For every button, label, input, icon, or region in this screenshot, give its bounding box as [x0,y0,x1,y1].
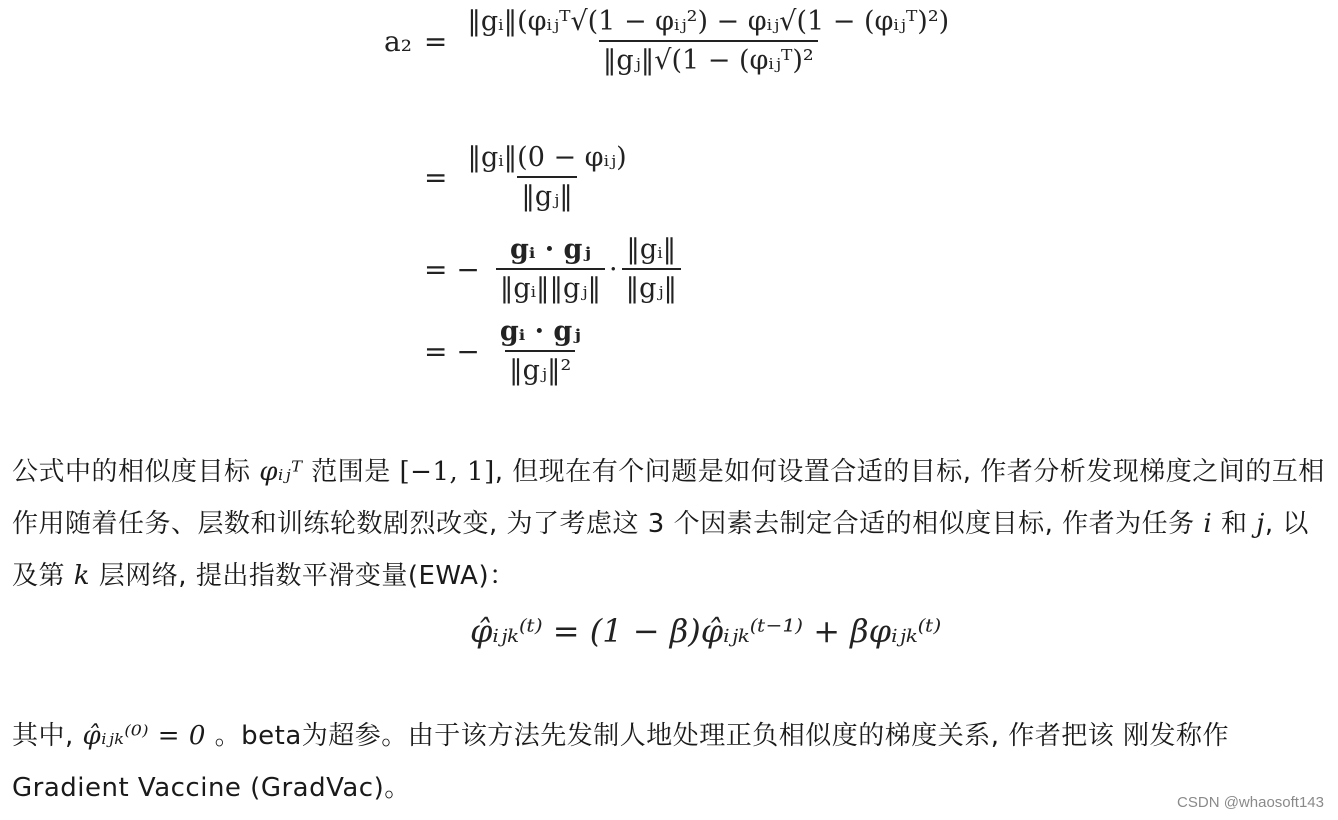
paragraph-similarity-target [12,446,1330,602]
numerator: ‖gᵢ‖(0 − φᵢⱼ) [467,142,627,173]
denominator: ‖gⱼ‖ [517,176,576,212]
equation-line-4 [424,316,589,386]
fraction-final [496,316,585,386]
text-run: , 但现在有个问题是如何设置合适的目标, 作者分析发现梯度之间的互相作用随着任务、层数和训练轮数剧烈改变, 为了考虑这 3 个因素去制定合适的相似度目标, 作者为任务 [12,457,1325,539]
paragraph-gradvac [12,710,1330,814]
equals-sign: = [424,160,448,194]
text-run: , 以及第 [12,509,1309,591]
inline-math: φ̂ᵢⱼₖ⁽⁰⁾ = 0 [82,721,206,751]
inline-math: φᵢⱼᵀ [259,457,303,487]
inline-math: [−1, 1] [399,457,495,487]
numerator: gᵢ · gⱼ [499,316,581,347]
numerator: ‖gᵢ‖ [626,234,677,265]
text-run: 其中, [12,721,83,751]
fraction-dot-product [496,234,605,304]
fraction-norm-ratio [622,234,681,304]
inline-math: j [1256,509,1265,539]
watermark: CSDN @whaosoft143 [1177,794,1324,811]
text-run: 范围是 [302,457,400,487]
denominator: ‖gⱼ‖² [505,350,575,386]
equals-sign: = [423,24,448,58]
text-run: 公式中的相似度目标 [12,457,260,487]
denominator: ‖gⱼ‖ [622,268,681,304]
fraction-line-2 [463,142,630,212]
equals-minus: = − [424,252,480,286]
equation-line-1 [384,6,957,76]
equals-minus: = − [424,334,480,368]
ewa-equation: φ̂ᵢⱼₖ⁽ᵗ⁾ = (1 − β)φ̂ᵢⱼₖ⁽ᵗ⁻¹⁾ + βφᵢⱼₖ⁽ᵗ⁾ [470,612,942,650]
fraction-line-1 [463,6,953,76]
numerator: gᵢ · gⱼ [509,234,591,265]
text-run: 和 [1212,509,1257,539]
numerator: ‖gᵢ‖(φᵢⱼᵀ√(1 − φᵢⱼ²) − φᵢⱼ√(1 − (φᵢⱼᵀ)²) [467,6,950,37]
text-run: 层网络, 提出指数平滑变量(EWA)： [90,561,516,591]
denominator: ‖gᵢ‖‖gⱼ‖ [496,268,605,304]
text-run: 。beta为超参。由于该方法先发制人地处理正负相似度的梯度关系, 作者把该 刚发称作Gradient Vaccine (GradVac)。 [12,721,1230,803]
inline-math: i [1203,509,1213,539]
lhs-a2: a₂ [384,24,412,58]
inline-math: k [73,561,91,591]
equation-line-3 [424,234,685,304]
denominator: ‖gⱼ‖√(1 − (φᵢⱼᵀ)² [599,40,818,76]
equation-line-2 [424,142,635,212]
dot-operator: · [608,253,618,285]
